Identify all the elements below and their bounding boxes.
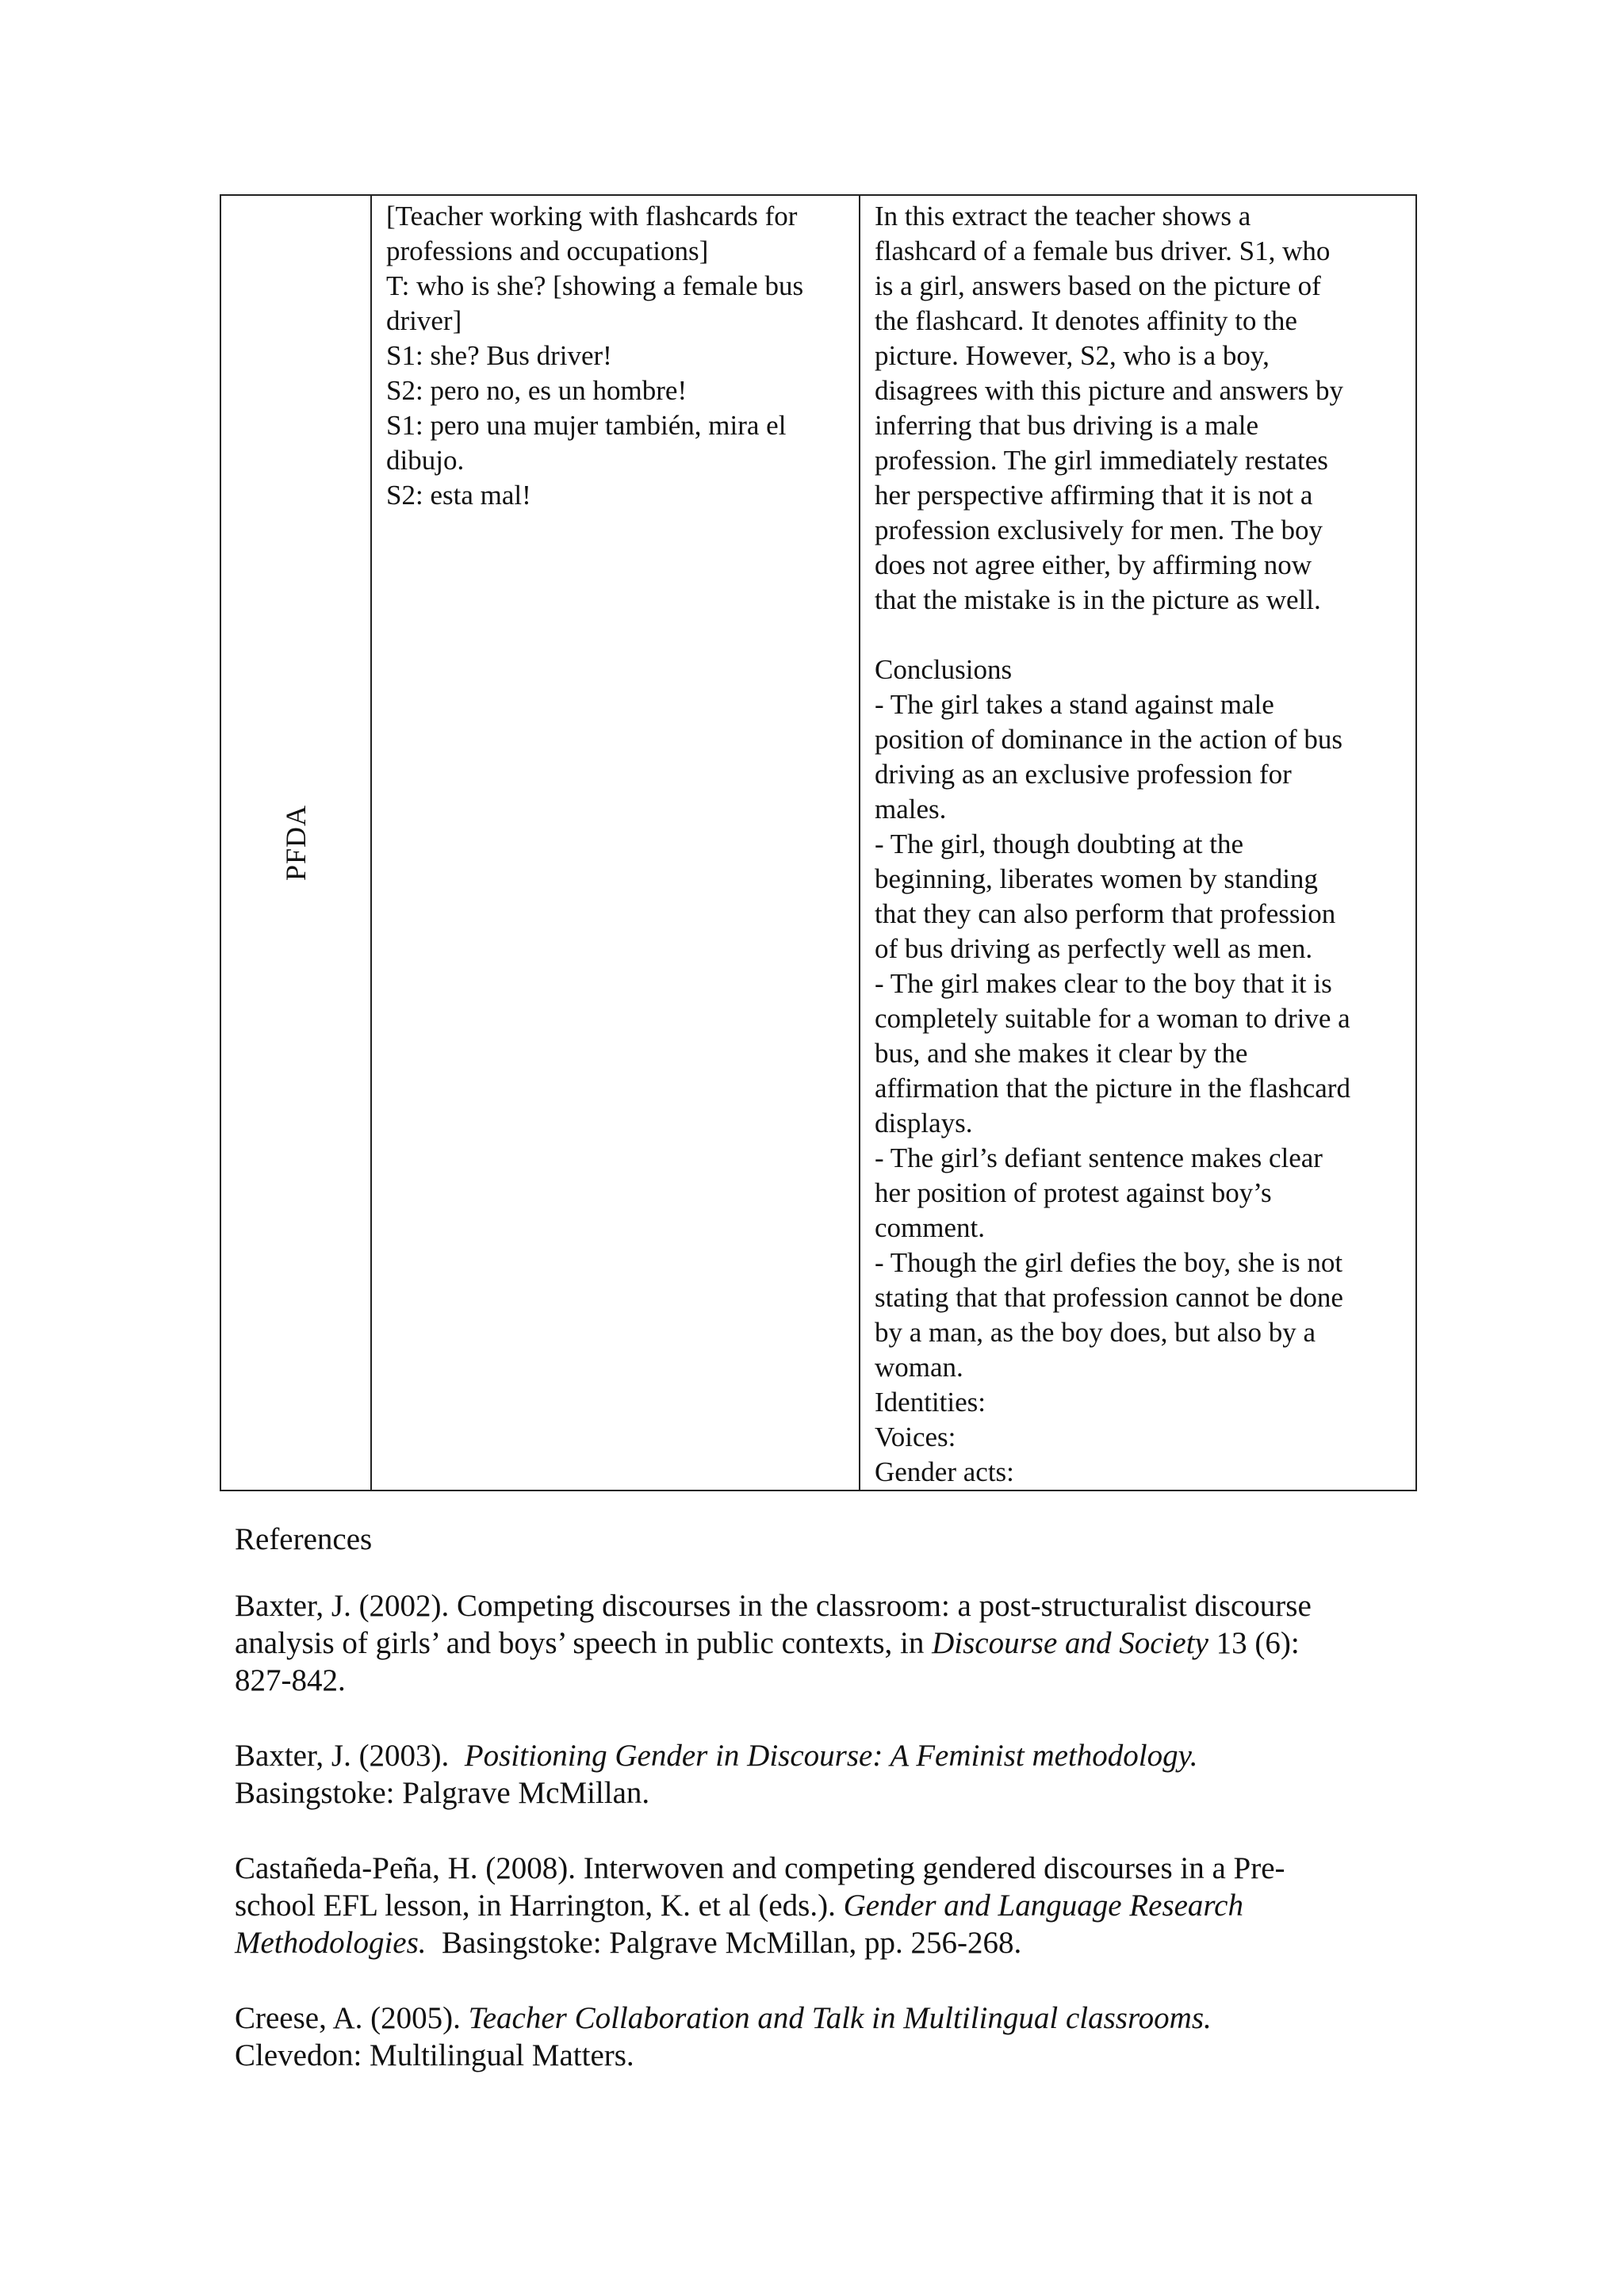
- extract-text: [372, 196, 859, 513]
- analysis-line: disagrees with this picture and answers by: [875, 375, 1343, 406]
- reference-line: [235, 2037, 1424, 2074]
- references-heading: References: [235, 1522, 373, 1556]
- conclusion-line: completely suitable for a woman to drive a: [875, 1003, 1350, 1034]
- label-cell: [220, 195, 371, 1490]
- conclusion-line: bus, and she makes it clear by the: [875, 1038, 1248, 1069]
- analysis-line: inferring that bus driving is a male: [875, 410, 1259, 441]
- extract-line: [Teacher working with flashcards for: [386, 201, 798, 232]
- analysis-text: [860, 196, 1415, 1490]
- analysis-line: does not agree either, by affirming now: [875, 549, 1312, 580]
- analysis-line: the flashcard. It denotes affinity to the: [875, 305, 1297, 336]
- journal-title: Discourse and Society: [932, 1626, 1208, 1660]
- conclusion-line: - The girl takes a stand against male: [875, 689, 1274, 720]
- reference-text: 827-842.: [235, 1663, 346, 1697]
- reference-text: Castañeda-Peña, H. (2008). Interwoven and competing gendered discourses in a Pre-: [235, 1851, 1285, 1885]
- reference-text: analysis of girls’ and boys’ speech in public contexts, in: [235, 1626, 933, 1660]
- conclusion-line: of bus driving as perfectly well as men.: [875, 933, 1313, 964]
- reference-line: [235, 1850, 1424, 1887]
- analysis-line: profession. The girl immediately restates: [875, 445, 1328, 476]
- reference-line: [235, 1924, 1424, 1961]
- reference-line: [235, 1624, 1424, 1662]
- reference-text: Creese, A. (2005).: [235, 2001, 469, 2035]
- reference-text: Basingstoke: Palgrave McMillan.: [235, 1776, 650, 1810]
- conclusion-line: by a man, as the boy does, but also by a: [875, 1317, 1316, 1348]
- extract-line: S1: she? Bus driver!: [386, 340, 612, 371]
- reference-line: [235, 1737, 1424, 1774]
- reference-baxter-2002: [235, 1587, 1424, 1699]
- reference-text: Baxter, J. (2002). Competing discourses in the classroom: a post-structuralist discourse: [235, 1589, 1312, 1623]
- conclusion-line: stating that that profession cannot be done: [875, 1282, 1343, 1313]
- extract-line: S2: esta mal!: [386, 480, 531, 511]
- extract-line: S1: pero una mujer también, mira el: [386, 410, 787, 441]
- conclusion-line: beginning, liberates women by standing: [875, 863, 1318, 894]
- analysis-line: profession exclusively for men. The boy: [875, 515, 1323, 545]
- conclusion-line: that they can also perform that profession: [875, 898, 1336, 929]
- reference-line: [235, 1662, 1424, 1699]
- book-title: Positioning Gender in Discourse: A Feminist methodology.: [464, 1739, 1198, 1773]
- analysis-table: [220, 194, 1417, 1491]
- book-title: Methodologies.: [235, 1926, 427, 1960]
- extract-line: S2: pero no, es un hombre!: [386, 375, 688, 406]
- reference-line: [235, 1587, 1424, 1624]
- analysis-line: that the mistake is in the picture as well.: [875, 584, 1321, 615]
- reference-text: Clevedon: Multilingual Matters.: [235, 2038, 634, 2072]
- extract-line: driver]: [386, 305, 462, 336]
- conclusion-line: - The girl makes clear to the boy that it is: [875, 968, 1332, 999]
- conclusion-line: woman.: [875, 1352, 963, 1383]
- book-title: Teacher Collaboration and Talk in Multilingual classrooms.: [468, 2001, 1212, 2035]
- conclusion-line: position of dominance in the action of bus: [875, 724, 1343, 755]
- reference-creese-2005: [235, 1999, 1424, 2074]
- reference-text: school EFL lesson, in Harrington, K. et al (eds.).: [235, 1888, 844, 1923]
- analysis-line: picture. However, S2, who is a boy,: [875, 340, 1270, 371]
- reference-line: [235, 1774, 1424, 1812]
- conclusion-line: males.: [875, 794, 947, 825]
- extract-line: professions and occupations]: [386, 235, 709, 266]
- voices-label: Voices:: [875, 1422, 956, 1452]
- analysis-line: flashcard of a female bus driver. S1, who: [875, 235, 1331, 266]
- reference-castaneda-2008: [235, 1850, 1424, 1961]
- analysis-line: In this extract the teacher shows a: [875, 201, 1251, 232]
- reference-text: Basingstoke: Palgrave McMillan, pp. 256-268.: [426, 1926, 1022, 1960]
- extract-line: T: who is she? [showing a female bus: [386, 270, 804, 301]
- analysis-line: her perspective affirming that it is not a: [875, 480, 1313, 511]
- extract-line: dibujo.: [386, 445, 465, 476]
- paragraph-gap: [875, 618, 1401, 652]
- table-row: [220, 195, 1416, 1490]
- references-section: [235, 1521, 1424, 2112]
- extract-cell: [371, 195, 860, 1490]
- conclusion-line: comment.: [875, 1212, 985, 1243]
- reference-baxter-2003: [235, 1737, 1424, 1812]
- row-label: PFDA: [280, 804, 312, 882]
- gender-acts-label: Gender acts:: [875, 1456, 1014, 1487]
- reference-line: [235, 1999, 1424, 2037]
- analysis-cell: [860, 195, 1416, 1490]
- analysis-line: is a girl, answers based on the picture of: [875, 270, 1321, 301]
- reference-text: 13 (6):: [1208, 1626, 1300, 1660]
- reference-text: Baxter, J. (2003).: [235, 1739, 465, 1773]
- conclusion-line: displays.: [875, 1108, 973, 1138]
- identities-label: Identities:: [875, 1387, 986, 1418]
- conclusion-line: - The girl, though doubting at the: [875, 828, 1243, 859]
- conclusion-line: - Though the girl defies the boy, she is not: [875, 1247, 1343, 1278]
- conclusion-line: - The girl’s defiant sentence makes clear: [875, 1142, 1323, 1173]
- conclusion-line: affirmation that the picture in the flashcard: [875, 1073, 1350, 1104]
- conclusions-heading: Conclusions: [875, 654, 1013, 685]
- conclusion-line: driving as an exclusive profession for: [875, 759, 1292, 790]
- conclusion-line: her position of protest against boy’s: [875, 1177, 1272, 1208]
- reference-line: [235, 1887, 1424, 1924]
- book-title: Gender and Language Research: [843, 1888, 1243, 1923]
